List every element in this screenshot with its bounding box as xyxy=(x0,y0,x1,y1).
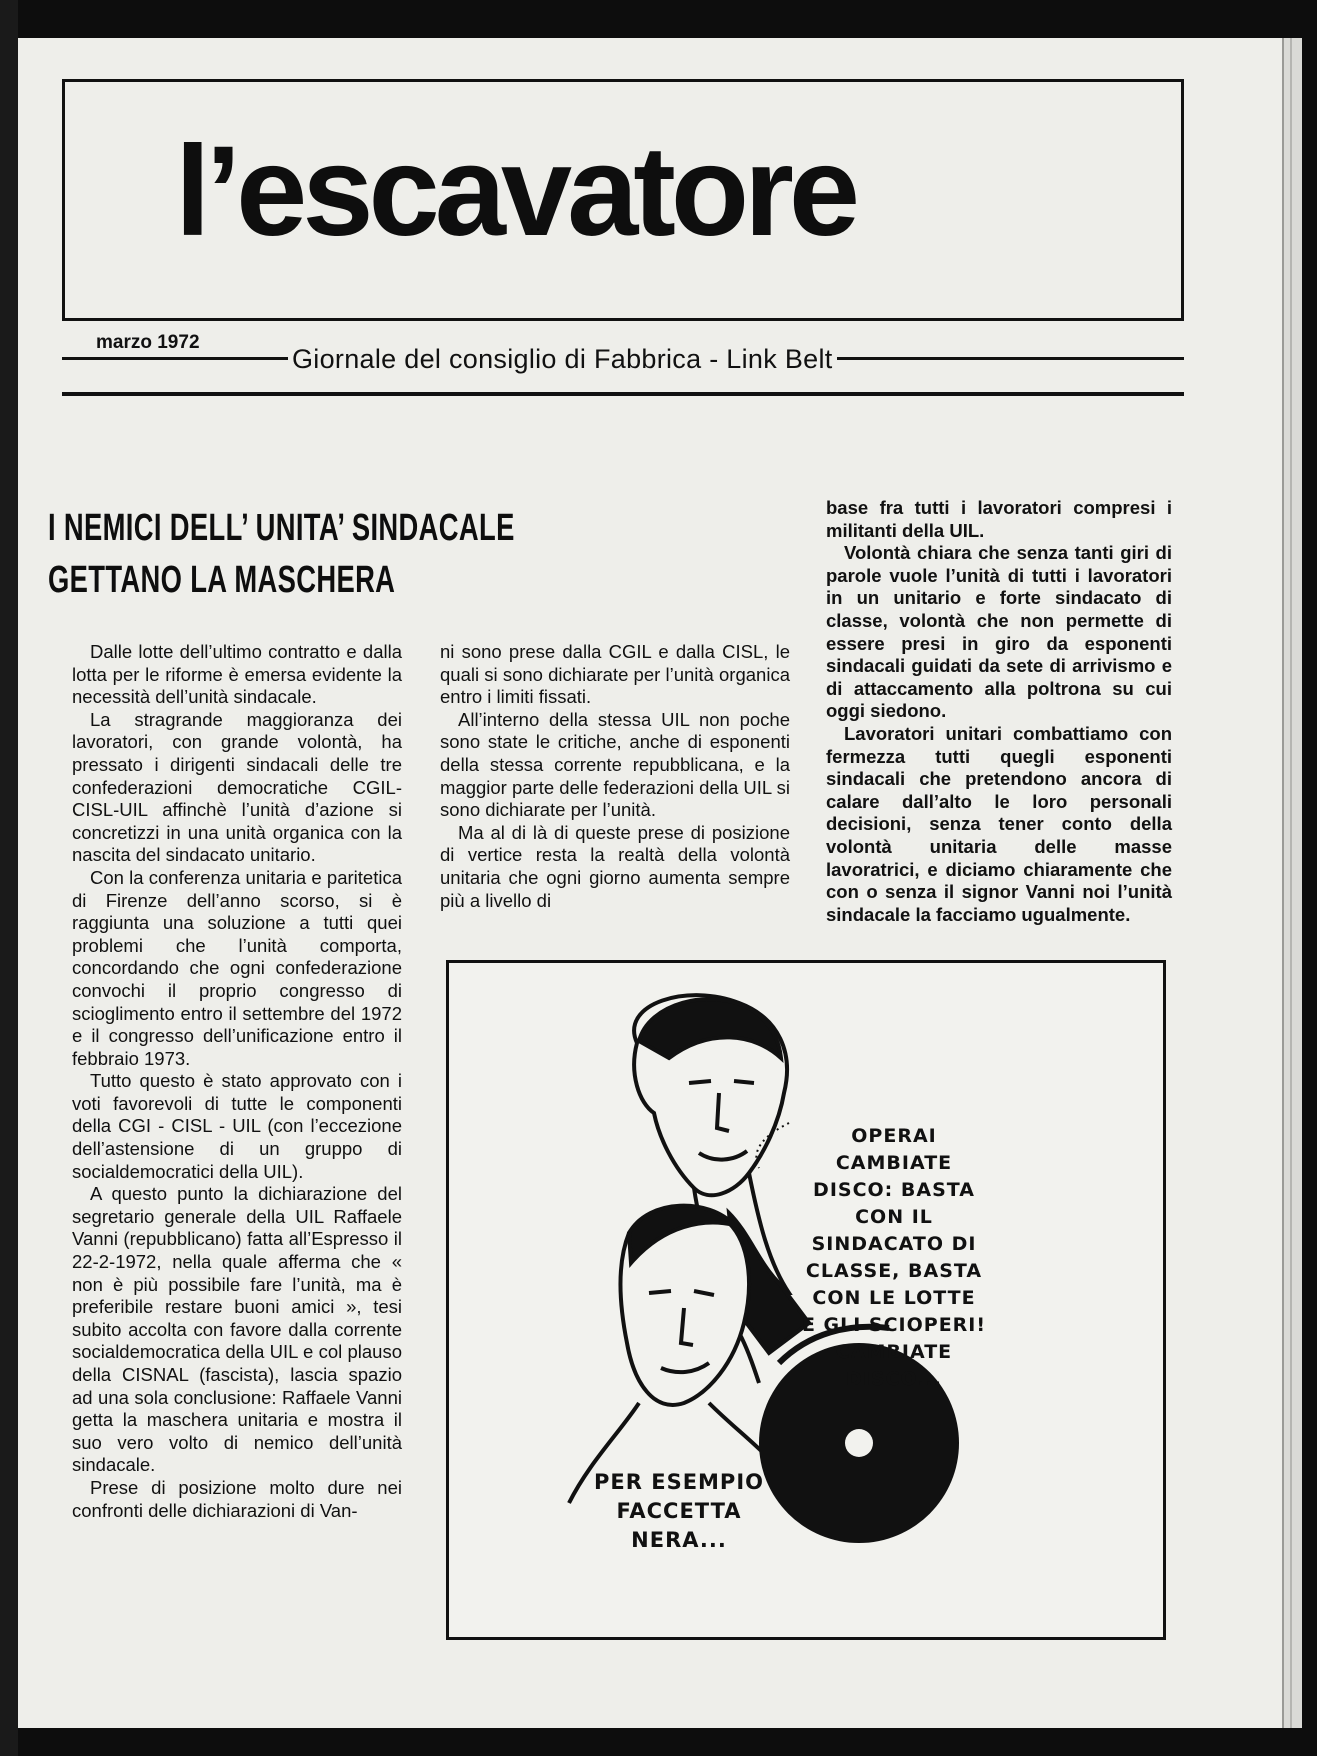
paragraph: All’interno della stessa UIL non poche sono state le critiche, anche di esponenti della stessa corrente repubblicana, e la maggior parte delle federazioni della UIL si sono dichiarate per l’unità. xyxy=(440,708,790,821)
headline-line-1: I NEMICI DELL’ UNITA’ SINDACALE xyxy=(48,507,515,549)
paragraph: Lavoratori unitari combattiamo con fermezza tutti quegli esponenti sindacali che pretendono ancora di calare dall’alto le loro personali decisioni, senza tener conto della volontà unitaria delle masse lavoratrici, e diciamo chiaramente che con o senza il signor Vanni noi l’unità sindacale la facciamo ugualmente. xyxy=(826,722,1172,925)
paragraph: La stragrande maggioranza dei lavoratori, con grande volontà, ha pressato i dirigenti sindacali delle tre confederazioni democratiche CGIL-CISL-UIL affinchè l’unità d’azione si concretizzi in una unità organica con la nascita del sindacato unitario. xyxy=(72,708,402,866)
masthead-box xyxy=(62,79,1184,321)
masthead-info-row xyxy=(62,326,1184,396)
newspaper-subtitle: Giornale del consiglio di Fabbrica - Link Belt xyxy=(288,344,837,375)
paragraph: Prese di posizione molto dure nei confronti delle dichiarazioni di Van- xyxy=(72,1476,402,1521)
headline-line-2: GETTANO LA MASCHERA xyxy=(48,559,396,601)
article-headline xyxy=(48,502,515,606)
article-column-2 xyxy=(440,641,790,912)
article-column-1 xyxy=(72,641,402,1522)
paragraph: ni sono prese dalla CGIL e dalla CISL, le quali si sono dichiarate per l’unità organica entro i limiti fissati. xyxy=(440,641,790,708)
newspaper-title: l’escavatore xyxy=(175,120,856,263)
paragraph: base fra tutti i lavoratori compresi i militanti della UIL. xyxy=(826,497,1172,541)
article-column-3 xyxy=(826,497,1172,926)
paragraph: Tutto questo è stato approvato con i voti favorevoli di tutte le componenti della CGI - CISL - UIL (con l’eccezione dell’astensione di un gruppo di socialdemocratici della UIL). xyxy=(72,1070,402,1182)
paragraph: Volontà chiara che senza tanti giri di parole vuole l’unità di tutti i lavoratori in un unitario e forte sindacato di classe, volontà che non permette di essere presi in giro da esponenti sindacali guidati da sete di arrivismo e di attaccamento alla poltrona su cui oggi siedono. xyxy=(826,542,1172,722)
paragraph: Ma al di là di queste prese di posizione di vertice resta la realtà della volontà unitaria che ogni giorno aumenta sempre più a livello di xyxy=(440,821,790,911)
cartoon-illustration xyxy=(446,960,1166,1640)
cartoon-speech-top: OPERAI CAMBIATE DISCO: BASTA CON IL SINDACATO DI CLASSE, BASTA CON LE LOTTE E GLI SCIOPERI! CAMBIATE DISCO... xyxy=(801,1125,987,1390)
paragraph: Con la conferenza unitaria e paritetica di Firenze dell’anno scorso, si è raggiunta una soluzione a tutti quei problemi che l’unità comporta, concordando che ogni confederazione convochi il proprio congresso di scioglimento entro il settembre del 1972 e il congresso dell’unificazione entro il febbraio 1973. xyxy=(72,866,402,1069)
issue-date: marzo 1972 xyxy=(96,332,200,353)
page-gutter-left xyxy=(0,0,18,1756)
page-stack-edge xyxy=(1282,38,1302,1728)
masthead-rule-bottom xyxy=(62,392,1184,396)
cartoon-speech-bottom: PER ESEMPIO FACCETTA NERA... xyxy=(594,1470,764,1552)
paragraph: A questo punto la dichiarazione del segretario generale della UIL Raffaele Vanni (repubblicano) fatta all’Espresso il 22-2-1972, nella quale afferma che « non è più possibile fare l’unità, ma è preferibile restare buoni amici », tesi subito accolta con favore dalla corrente socialdemocratica della UIL e col plauso della CISNAL (fascista), lascia spazio ad una sola conclusione: Raffaele Vanni getta la maschera unitaria e mostra il suo vero volto di nemico dell’unità sindacale. xyxy=(72,1183,402,1476)
paragraph: Dalle lotte dell’ultimo contratto e dalla lotta per le riforme è emersa evidente la necessità dell’unità sindacale. xyxy=(72,641,402,708)
